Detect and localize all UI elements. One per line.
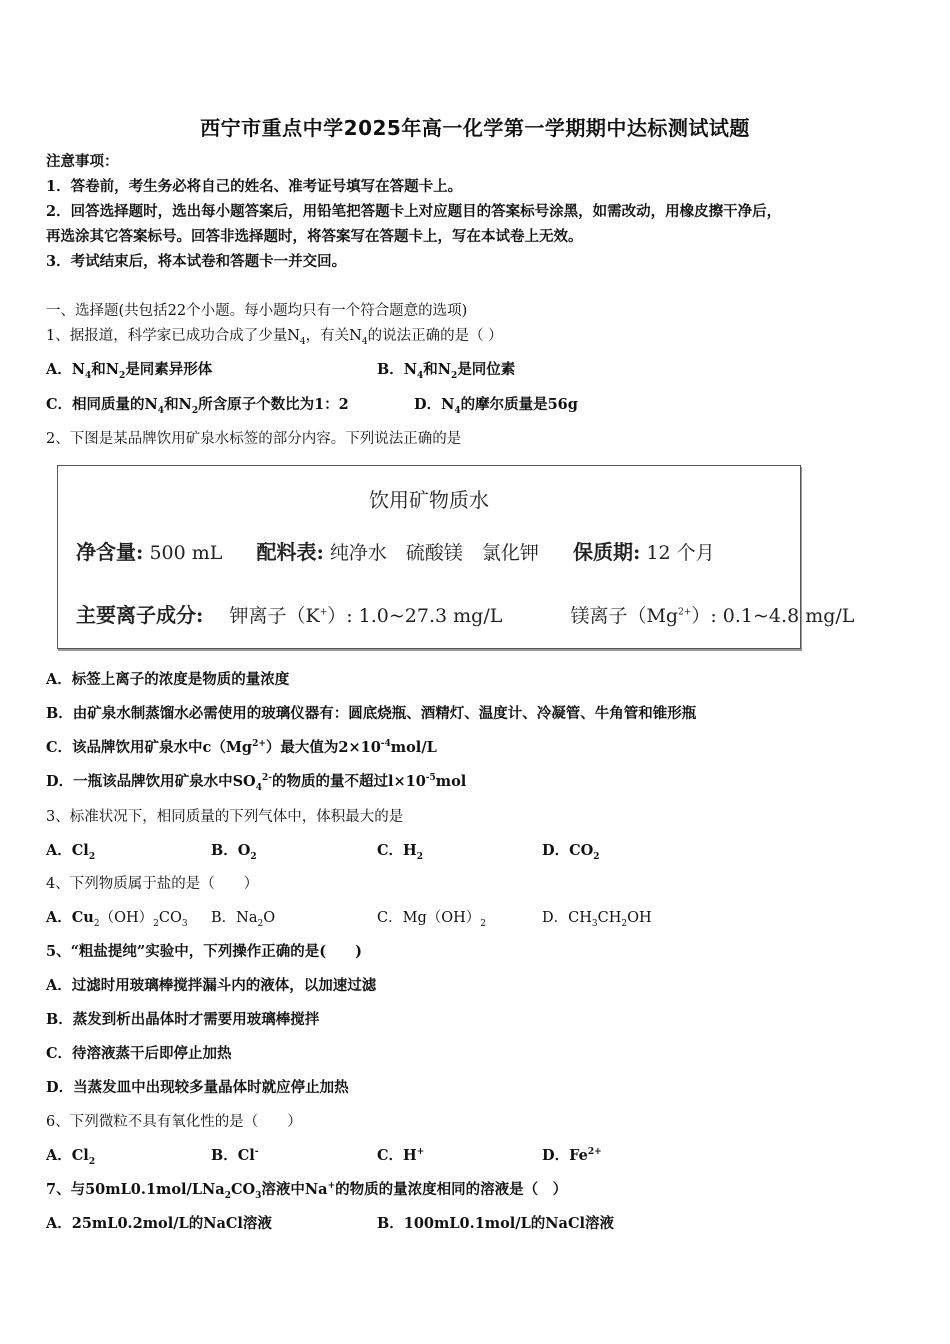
question-3-stem: 3、标准状况下，相同质量的下列气体中，体积最大的是 <box>46 809 404 825</box>
q3-option-a: A．$Cl_2$ <box>46 842 96 862</box>
label-row-info <box>76 536 715 565</box>
shelf-life-key: 保质期: <box>573 540 641 564</box>
notice-item-3: 3．考试结束后，将本试卷和答题卡一并交回。 <box>46 253 347 270</box>
shelf-life-value: 12 个月 <box>646 542 715 564</box>
q7-option-a: A．25mL0.2mol/L的NaCl溶液 <box>46 1215 272 1232</box>
ions-key: 主要离子成分: <box>76 603 204 627</box>
question-2-stem: 2、下图是某品牌饮用矿泉水标签的部分内容。下列说法正确的是 <box>46 431 462 447</box>
question-5-stem: 5、“粗盐提纯”实验中，下列操作正确的是( ) <box>46 943 362 960</box>
q5-option-b: B．蒸发到析出晶体时才需要用玻璃棒搅拌 <box>46 1011 320 1028</box>
q1-option-a: A．$N_4$和$N_2$是同素异形体 <box>46 361 213 381</box>
q7-option-b: B．100mL0.1mol/L的NaCl溶液 <box>377 1215 614 1232</box>
q3-option-c: C．$H_2$ <box>377 842 424 862</box>
label-title: 饮用矿物质水 <box>369 488 489 512</box>
potassium-ion: 钾离子（K+）: 1.0~27.3 mg/L <box>229 605 503 627</box>
ingredients-key: 配料表: <box>256 540 324 564</box>
section-heading: 一、选择题(共包括22个小题。每小题均只有一个符合题意的选项) <box>46 303 468 319</box>
q5-option-c: C．待溶液蒸干后即停止加热 <box>46 1045 232 1062</box>
question-1-stem: 1、据报道，科学家已成功合成了少量$N_4$，有关$N_4$的说法正确的是（ ） <box>46 328 503 347</box>
notice-item-1: 1．答卷前，考生务必将自己的姓名、准考证号填写在答题卡上。 <box>46 178 463 195</box>
q3-option-d: D．$CO_2$ <box>542 842 600 862</box>
label-row-ions <box>76 599 854 628</box>
question-7-stem: 7、与$50mL0.1mol/LNa_2CO_3$溶液中Na+的物质的量浓度相同的溶液是（ ） <box>46 1181 568 1201</box>
q2-option-b: B．由矿泉水制蒸馏水必需使用的玻璃仪器有：圆底烧瓶、酒精灯、温度计、冷凝管、牛角管和锥形瓶 <box>46 705 697 722</box>
mineral-water-label <box>57 465 855 649</box>
net-content-key: 净含量: <box>76 540 144 564</box>
q6-option-d: D．$Fe^{2+}$ <box>542 1147 602 1164</box>
q6-option-a: A．$Cl_2$ <box>46 1147 96 1167</box>
net-content-value: 500 mL <box>149 542 223 564</box>
notice-item-2-cont: 再选涂其它答案标号。回答非选择题时，将答案写在答题卡上，写在本试卷上无效。 <box>46 228 583 245</box>
q1-option-d: D．$N_4$的摩尔质量是56g <box>414 396 578 416</box>
notice-item-2: 2．回答选择题时，选出每小题答案后，用铅笔把答题卡上对应题目的答案标号涂黑，如需改动，用橡皮擦干净后， <box>46 203 782 220</box>
notice-heading: 注意事项： <box>46 153 119 170</box>
q5-option-a: A．过滤时用玻璃棒搅拌漏斗内的液体，以加速过滤 <box>46 977 377 994</box>
q5-option-d: D．当蒸发皿中出现较多量晶体时就应停止加热 <box>46 1079 349 1096</box>
q1-option-c: C．相同质量的$N_4$和$N_2$所含原子个数比为1：2 <box>46 396 349 416</box>
q2-option-d: D．一瓶该品牌饮用矿泉水中$SO_4^{2-}$的物质的量不超过$l\times 10^{-5}mol$ <box>46 773 467 793</box>
magnesium-ion: 镁离子$(Mg^{2+})$: 0.1~4.8 mg/L <box>570 605 855 627</box>
q4-option-b: B．$Na_2O$ <box>211 910 276 929</box>
q2-option-c: C．该品牌饮用矿泉水中$c(Mg^{2+})$最大值为$2\times 10^{-4}mol/L$ <box>46 739 437 756</box>
q3-option-b: B．$O_2$ <box>211 842 257 862</box>
q6-option-c: C．H+ <box>377 1147 425 1164</box>
q2-option-a: A．标签上离子的浓度是物质的量浓度 <box>46 671 290 688</box>
q4-option-c: C．$Mg(OH)_2$ <box>377 910 486 929</box>
q4-option-d: D．$CH_3CH_2OH$ <box>542 910 652 929</box>
q6-option-b: B．Cl- <box>211 1147 259 1164</box>
question-6-stem: 6、下列微粒不具有氧化性的是（ ） <box>46 1114 302 1130</box>
question-4-stem: 4、下列物质属于盐的是（ ） <box>46 876 259 892</box>
q1-option-b: B．$N_4$和$N_2$是同位素 <box>377 361 516 381</box>
ingredients-value: 纯净水 硫酸镁 氯化钾 <box>329 542 539 564</box>
q4-option-a: A．$Cu_2(OH)_2CO_3$ <box>46 909 188 929</box>
page-title: 西宁市重点中学2025年高一化学第一学期期中达标测试试题 <box>200 116 750 140</box>
